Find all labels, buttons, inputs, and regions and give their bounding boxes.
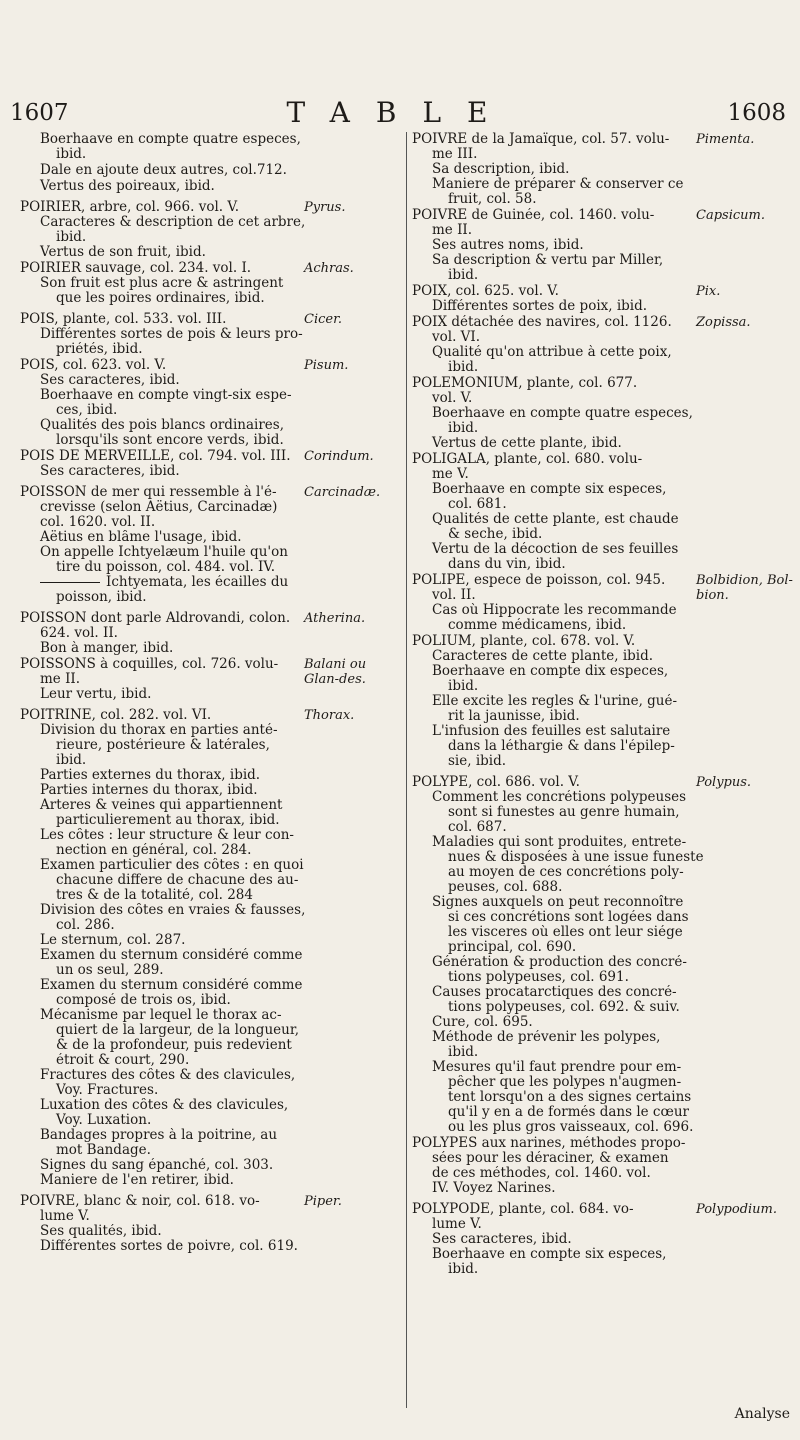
entry-line: Examen du sternum considéré comme [40, 978, 303, 993]
latin-name: Carcinadæ. [304, 485, 381, 500]
entry-line: Caracteres de cette plante, ibid. [432, 649, 654, 664]
latin-name: Cicer. [304, 312, 342, 327]
entry-line: Boerhaave en compte six especes, [432, 482, 667, 497]
entry-line: Parties externes du thorax, ibid. [40, 768, 261, 783]
entry-line: Maladies qui sont produites, entrete- [432, 835, 687, 850]
entry-line: fruit, col. 58. [448, 192, 537, 207]
entry-line: Ses qualités, ibid. [40, 1224, 162, 1239]
entry-line: Sa description & vertu par Miller, [432, 253, 664, 268]
column-divider [406, 132, 407, 1408]
entry-line: Maniere de préparer & conserver ce [432, 177, 684, 192]
entry-line: POIX, col. 625. vol. V. [412, 284, 559, 299]
entry-line: tions polypeuses, col. 691. [448, 970, 629, 985]
index-entry [412, 132, 796, 207]
entry-line: vol. V. [432, 391, 473, 406]
entry-line: Dale en ajoute deux autres, col.712. [40, 163, 287, 178]
entry-line: composé de trois os, ibid. [56, 993, 231, 1008]
entry-line: POIX détachée des navires, col. 1126. [412, 315, 672, 330]
entry-line: POIS, col. 623. vol. V. [20, 358, 167, 373]
entry-line: IV. Voyez Narines. [432, 1181, 556, 1196]
entry-line: POIRIER sauvage, col. 234. vol. I. [20, 261, 252, 276]
entry-line: POIVRE, blanc & noir, col. 618. vo- [20, 1194, 260, 1209]
entry-line: Elle excite les regles & l'urine, gué- [432, 694, 678, 709]
entry-line: comme médicamens, ibid. [448, 618, 627, 633]
entry-line: Ses caracteres, ibid. [40, 373, 180, 388]
index-entry [20, 485, 404, 605]
entry-line: Sa description, ibid. [432, 162, 570, 177]
entry-line: Les côtes : leur structure & leur con- [40, 828, 294, 843]
entry-line: POIVRE de la Jamaïque, col. 57. volu- [412, 132, 670, 147]
entry-line: POLYPE, col. 686. vol. V. [412, 775, 580, 790]
entry-line: Ses caracteres, ibid. [40, 464, 180, 479]
entry-line: col. 681. [448, 497, 507, 512]
latin-name: Achras. [304, 261, 354, 276]
entry-line: lorsqu'ils sont encore verds, ibid. [56, 433, 284, 448]
entry-line: sie, ibid. [448, 754, 507, 769]
latin-name: Atherina. [304, 611, 366, 626]
entry-line: tres & de la totalité, col. 284 [56, 888, 253, 903]
index-entry [20, 200, 404, 260]
index-entry [20, 657, 404, 702]
entry-line: On appelle Ichtyelæum l'huile qu'on [40, 545, 288, 560]
index-entry [20, 1194, 404, 1254]
entry-line: Luxation des côtes & des clavicules, [40, 1098, 289, 1113]
entry-line: ibid. [448, 1262, 479, 1277]
entry-line: rieure, postérieure & latérales, [56, 738, 270, 753]
entry-line: ces, ibid. [56, 403, 118, 418]
index-entry [20, 358, 404, 448]
entry-line: chacune differe de chacune des au- [56, 873, 299, 888]
entry-line: col. 1620. vol. II. [40, 515, 156, 530]
entry-line: POLYPODE, plante, col. 684. vo- [412, 1202, 634, 1217]
entry-line: tions polypeuses, col. 692. & suiv. [448, 1000, 680, 1015]
entry-line: POLEMONIUM, plante, col. 677. [412, 376, 638, 391]
entry-line: Leur vertu, ibid. [40, 687, 152, 702]
ditto-dash [40, 582, 100, 583]
index-entry [20, 611, 404, 656]
entry-line: Division du thorax en parties anté- [40, 723, 278, 738]
entry-line: POIS DE MERVEILLE, col. 794. vol. III. [20, 449, 291, 464]
entry-line: Le sternum, col. 287. [40, 933, 186, 948]
entry-line: lume V. [40, 1209, 90, 1224]
index-entry [20, 312, 404, 357]
entry-line: Génération & production des concré- [432, 955, 687, 970]
entry-line: Bandages propres à la poitrine, au [40, 1128, 278, 1143]
latin-name: Corindum. [304, 449, 374, 464]
entry-line: Ichtyemata, les écailles du [20, 575, 404, 590]
entry-line: pêcher que les polypes n'augmen- [448, 1075, 682, 1090]
entry-line: L'infusion des feuilles est salutaire [432, 724, 671, 739]
entry-line: si ces concrétions sont logées dans [448, 910, 689, 925]
entry-line: quiert de la largeur, de la longueur, [56, 1023, 300, 1038]
entry-line: Voy. Fractures. [56, 1083, 159, 1098]
latin-name: Polypodium. [696, 1202, 778, 1217]
left-column [20, 132, 404, 1255]
right-column [412, 132, 796, 1278]
latin-name: Bolbidion, Bol-bion. [696, 573, 793, 603]
entry-line: dans la léthargie & dans l'épilep- [448, 739, 675, 754]
entry-line: Examen du sternum considéré comme [40, 948, 303, 963]
index-entry [412, 775, 796, 1135]
entry-line: Qualités des pois blancs ordinaires, [40, 418, 284, 433]
entry-line: ou les plus gros vaisseaux, col. 696. [448, 1120, 694, 1135]
entry-line: ibid. [448, 1045, 479, 1060]
entry-line: poisson, ibid. [56, 590, 147, 605]
entry-line: vol. VI. [432, 330, 481, 345]
entry-line: Différentes sortes de poix, ibid. [432, 299, 648, 314]
entry-line: qu'il y en a de formés dans le cœur [448, 1105, 689, 1120]
entry-line: Ses autres noms, ibid. [432, 238, 584, 253]
entry-line: crevisse (selon Aëtius, Carcinadæ) [40, 500, 278, 515]
index-entry [412, 634, 796, 769]
page-number-right: 1608 [727, 100, 786, 126]
page-number-left: 1607 [10, 100, 69, 126]
entry-line: priétés, ibid. [56, 342, 143, 357]
entry-line: & de la profondeur, puis redevient [56, 1038, 292, 1053]
entry-line: ibid. [448, 360, 479, 375]
entry-line: Qualité qu'on attribue à cette poix, [432, 345, 672, 360]
entry-line: lume V. [432, 1217, 482, 1232]
index-entry [20, 708, 404, 1188]
entry-line: Méthode de prévenir les polypes, [432, 1030, 661, 1045]
entry-line: Cure, col. 695. [432, 1015, 533, 1030]
index-entry [412, 315, 796, 375]
entry-line: un os seul, 289. [56, 963, 164, 978]
entry-line: POLYPES aux narines, méthodes propo- [412, 1136, 686, 1151]
latin-name: Balani ou Glan-des. [304, 657, 367, 687]
entry-line: ibid. [448, 421, 479, 436]
entry-line: Maniere de l'en retirer, ibid. [40, 1173, 234, 1188]
index-entry [20, 163, 404, 178]
entry-line: POLIPE, espece de poisson, col. 945. [412, 573, 666, 588]
entry-line: POIRIER, arbre, col. 966. vol. V. [20, 200, 240, 215]
catchword: Analyse [734, 1406, 790, 1422]
entry-line: Vertus des poireaux, ibid. [40, 179, 215, 194]
entry-line: de ces méthodes, col. 1460. vol. [432, 1166, 651, 1181]
latin-name: Pisum. [304, 358, 349, 373]
entry-line: particulierement au thorax, ibid. [56, 813, 280, 828]
entry-line: Mesures qu'il faut prendre pour em- [432, 1060, 682, 1075]
entry-line: POIVRE de Guinée, col. 1460. volu- [412, 208, 655, 223]
entry-line: sées pour les déraciner, & examen [432, 1151, 669, 1166]
entry-line: mot Bandage. [56, 1143, 151, 1158]
entry-line: POISSON dont parle Aldrovandi, colon. [20, 611, 291, 626]
index-entry [412, 452, 796, 572]
entry-line: nection en général, col. 284. [56, 843, 252, 858]
entry-line: Boerhaave en compte quatre especes, [432, 406, 693, 421]
page-header [0, 96, 800, 130]
entry-line: POITRINE, col. 282. vol. VI. [20, 708, 212, 723]
entry-line: Mécanisme par lequel le thorax ac- [40, 1008, 282, 1023]
entry-line: me V. [432, 467, 469, 482]
entry-line: peuses, col. 688. [448, 880, 563, 895]
entry-line: POIS, plante, col. 533. vol. III. [20, 312, 227, 327]
entry-line: Ses caracteres, ibid. [432, 1232, 572, 1247]
entry-line: Aëtius en blâme l'usage, ibid. [40, 530, 242, 545]
entry-line: Bon à manger, ibid. [40, 641, 174, 656]
entry-line: Division des côtes en vraies & fausses, [40, 903, 306, 918]
entry-line: Caracteres & description de cet arbre, [40, 215, 306, 230]
index-entry [20, 132, 404, 162]
latin-name: Thorax. [304, 708, 355, 723]
entry-line: tent lorsqu'on a des signes certains [448, 1090, 692, 1105]
index-entry [412, 376, 796, 451]
latin-name: Piper. [304, 1194, 342, 1209]
entry-line: Voy. Luxation. [56, 1113, 152, 1128]
entry-line: col. 286. [56, 918, 115, 933]
entry-line: au moyen de ces concrétions poly- [448, 865, 684, 880]
latin-name: Pimenta. [696, 132, 755, 147]
latin-name: Capsicum. [696, 208, 765, 223]
entry-line: sont si funestes au genre humain, [448, 805, 680, 820]
entry-line: Fractures des côtes & des clavicules, [40, 1068, 296, 1083]
entry-line: tire du poisson, col. 484. vol. IV. [56, 560, 276, 575]
index-entry [20, 179, 404, 194]
latin-name: Pix. [696, 284, 721, 299]
entry-line: que les poires ordinaires, ibid. [56, 291, 265, 306]
entry-line: Arteres & veines qui appartiennent [40, 798, 283, 813]
entry-line: les visceres où elles ont leur siége [448, 925, 683, 940]
entry-line: ibid. [56, 230, 87, 245]
entry-line: ibid. [448, 268, 479, 283]
entry-line: ibid. [448, 679, 479, 694]
entry-line: principal, col. 690. [448, 940, 577, 955]
entry-line: Causes procatarctiques des concré- [432, 985, 677, 1000]
entry-line: me III. [432, 147, 478, 162]
index-entry [412, 1136, 796, 1196]
entry-line: Boerhaave en compte dix especes, [432, 664, 669, 679]
entry-line: Signes du sang épanché, col. 303. [40, 1158, 274, 1173]
index-entry [20, 261, 404, 306]
entry-line: Vertus de cette plante, ibid. [432, 436, 622, 451]
index-entry [412, 573, 796, 633]
entry-line: ibid. [56, 147, 87, 162]
entry-line: ibid. [56, 753, 87, 768]
index-entry [412, 284, 796, 314]
entry-line: Son fruit est plus acre & astringent [40, 276, 284, 291]
entry-line: Comment les concrétions polypeuses [432, 790, 687, 805]
entry-line: col. 687. [448, 820, 507, 835]
latin-name: Zopissa. [696, 315, 751, 330]
entry-line: Examen particulier des côtes : en quoi [40, 858, 304, 873]
entry-line: nues & disposées à une issue funeste [448, 850, 704, 865]
latin-name: Pyrus. [304, 200, 346, 215]
entry-line: POLIGALA, plante, col. 680. volu- [412, 452, 643, 467]
latin-name: Polypus. [696, 775, 752, 790]
entry-line: Signes auxquels on peut reconnoître [432, 895, 684, 910]
entry-line: me II. [432, 223, 473, 238]
entry-line: Qualités de cette plante, est chaude [432, 512, 679, 527]
entry-line: Différentes sortes de poivre, col. 619. [40, 1239, 298, 1254]
entry-line: Vertu de la décoction de ses feuilles [432, 542, 679, 557]
index-entry [412, 1202, 796, 1277]
entry-line: Boerhaave en compte quatre especes, [40, 132, 301, 147]
entry-line: & seche, ibid. [448, 527, 543, 542]
entry-line: POISSONS à coquilles, col. 726. volu- [20, 657, 279, 672]
entry-line: 624. vol. II. [40, 626, 118, 641]
entry-line: Boerhaave en compte vingt-six espe- [40, 388, 292, 403]
running-title: TABLE [286, 96, 514, 129]
entry-line: POISSON de mer qui ressemble à l'é- [20, 485, 277, 500]
entry-line: Parties internes du thorax, ibid. [40, 783, 258, 798]
index-entry [20, 449, 404, 479]
entry-line: dans du vin, ibid. [448, 557, 566, 572]
index-entry [412, 208, 796, 283]
entry-line: Différentes sortes de pois & leurs pro- [40, 327, 303, 342]
entry-line: rit la jaunisse, ibid. [448, 709, 580, 724]
entry-line: Vertus de son fruit, ibid. [40, 245, 206, 260]
entry-line: me II. [40, 672, 81, 687]
entry-line: POLIUM, plante, col. 678. vol. V. [412, 634, 636, 649]
entry-line: Cas où Hippocrate les recommande [432, 603, 677, 618]
entry-line: étroit & court, 290. [56, 1053, 190, 1068]
entry-line: vol. II. [432, 588, 476, 603]
entry-line: Boerhaave en compte six especes, [432, 1247, 667, 1262]
